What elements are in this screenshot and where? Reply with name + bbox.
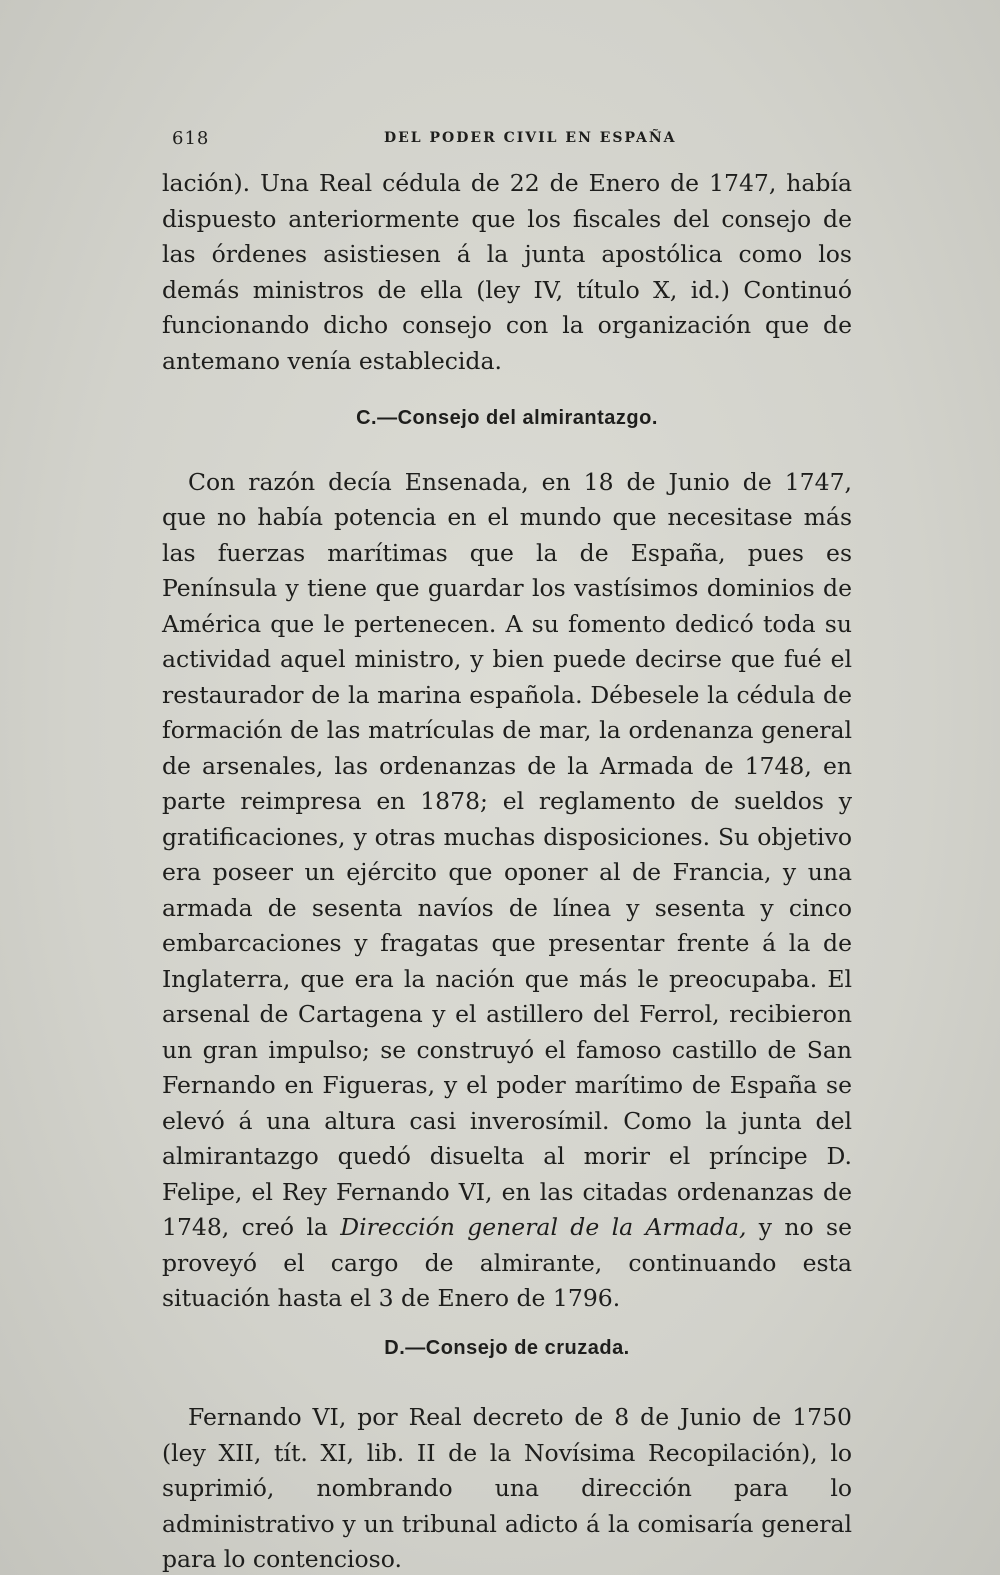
- page-header: [172, 128, 852, 152]
- page-number: 618: [172, 128, 210, 149]
- paragraph-continuation: lación). Una Real cédula de 22 de Enero de 1747, había dispuesto anteriormente que los fiscales del consejo de las órdenes asistiesen á la junta apostólica como los demás ministros de ella (ley IV, título X, id.) Continuó funcionando dicho consejo con la organización que de antemano venía establecida.: [162, 169, 852, 375]
- paragraph-text-end: y no se proveyó el cargo de almirante, continuando esta situación hasta el 3 de Enero de 1796.: [162, 1213, 852, 1312]
- italic-title: Dirección general de la Armada,: [340, 1213, 747, 1241]
- section-heading-almirantazgo: C.—Consejo del almirantazgo.: [356, 407, 658, 429]
- paragraph-almirantazgo: [162, 465, 852, 1317]
- running-title: DEL PODER CIVIL EN ESPAÑA: [384, 130, 677, 146]
- section-heading-cruzada: D.—Consejo de cruzada.: [384, 1336, 630, 1359]
- paragraph-cruzada: Fernando VI, por Real decreto de 8 de Junio de 1750 (ley XII, tít. XI, lib. II de la Novísima Recopilación), lo suprimió, nombrando una dirección para lo administrativo y un tribunal adicto á la comisaría general para lo contencioso.: [162, 1403, 852, 1573]
- body-text: [162, 166, 852, 1575]
- paragraph-text: Con razón decía Ensenada, en 18 de Junio de 1747, que no había potencia en el mundo que necesitase más las fuerzas marítimas que la de España, pues es Península y tiene que guardar los vastísimos dominios de América que le pertenecen. A su fomento dedicó toda su actividad aquel ministro, y bien puede decirse que fué el restaurador de la marina española. Débesele la cédula de formación de las matrículas de mar, la ordenanza general de arsenales, las ordenanzas de la Armada de 1748, en parte reimpresa en 1878; el reglamento de sueldos y gratificaciones, y otras muchas disposiciones. Su objetivo era poseer un ejército que oponer al de Francia, y una armada de sesenta navíos de línea y sesenta y cinco embarcaciones y fragatas que presentar frente á la de Inglaterra, que era la nación que más le preocupaba. El arsenal de Cartagena y el astillero del Ferrol, recibieron un gran impulso; se construyó el famoso castillo de San Fernando en Figueras, y el poder marítimo de España se elevó á una altura casi inverosímil. Como la junta del almirantazgo quedó disuelta al morir el príncipe D. Felipe, el Rey Fernando VI, en las citadas ordenanzas de 1748, creó la: [162, 467, 852, 1241]
